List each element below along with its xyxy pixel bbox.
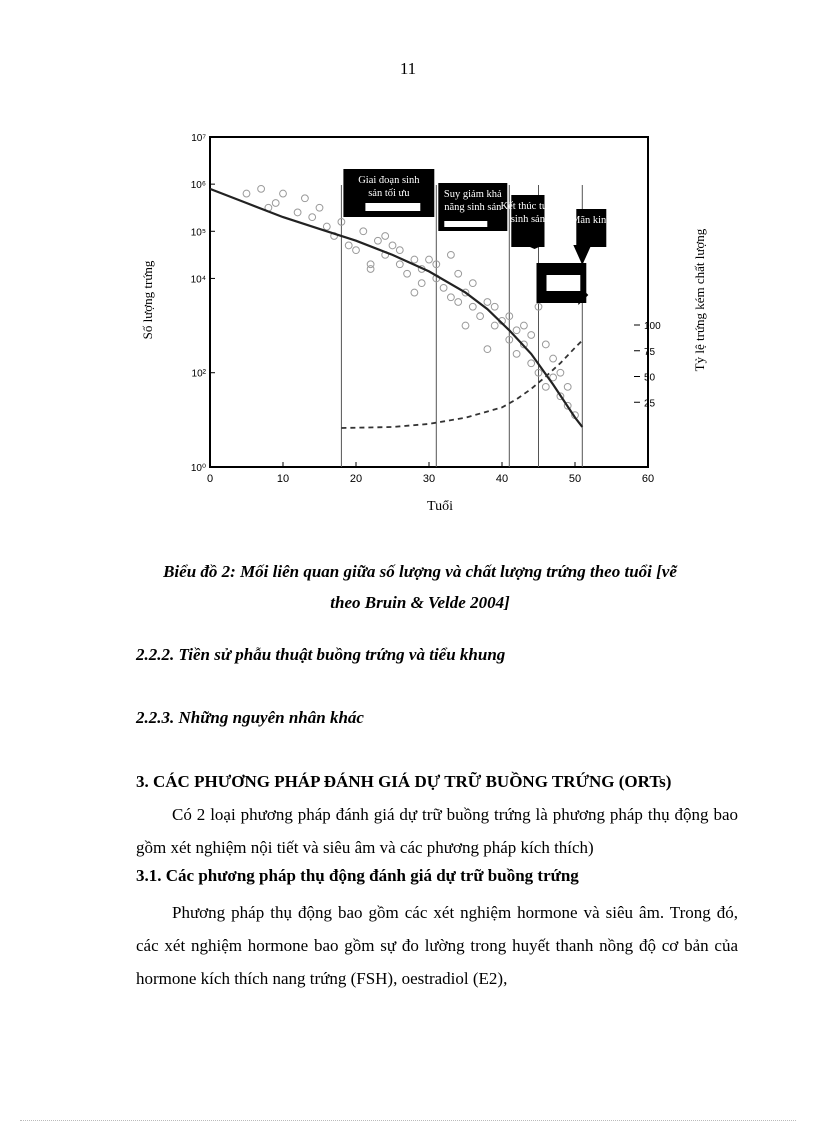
- egg-count-chart: [140, 125, 670, 495]
- stage-arrow-stem: [365, 203, 420, 211]
- caption-line-2: theo Bruin & Velde 2004]: [330, 593, 510, 612]
- stage-label: năng sinh sản: [444, 202, 502, 213]
- y2-tick-label: 75: [644, 346, 656, 358]
- x-tick-label: 30: [422, 473, 436, 485]
- y-tick-label: 10²: [191, 368, 206, 380]
- x-tick-label: 10: [276, 473, 290, 485]
- page-number: 11: [399, 59, 417, 78]
- stage-sub-notch: [547, 275, 581, 291]
- stage-label: sản tối ưu: [368, 188, 410, 199]
- heading-3-1: 3.1. Các phương pháp thụ động đánh giá dự trữ buồng trứng: [136, 866, 579, 885]
- y-axis-label-left: Số lượng trứng: [140, 260, 155, 340]
- y2-tick-label: 100: [644, 321, 661, 332]
- x-tick-label: 60: [641, 473, 655, 485]
- y-tick-label: 10⁶: [190, 180, 206, 192]
- x-tick-label: 50: [568, 473, 582, 485]
- y-tick-label: 10⁰: [190, 463, 206, 474]
- y-tick-label: 10⁵: [190, 227, 206, 239]
- caption-line-1: Biểu đồ 2: Mối liên quan giữa số lượng và chất lượng trứng theo tuổi [vẽ: [163, 562, 677, 581]
- x-tick-label: 0: [206, 473, 214, 485]
- stage-label: Suy giảm khả: [443, 189, 502, 200]
- x-tick-label: 40: [495, 473, 509, 485]
- heading-2-2-2: 2.2.2. Tiền sử phẫu thuật buồng trứng và tiểu khung: [136, 645, 506, 664]
- heading-2-2-3: 2.2.3. Những nguyên nhân khác: [136, 708, 364, 727]
- paragraph-1: Có 2 loại phương pháp đánh giá dự trữ buồng trứng là phương pháp thụ động bao gồm xét nghiệm nội tiết và siêu âm và các phương pháp kích thích): [136, 805, 738, 857]
- x-axis-label: Tuổi: [427, 499, 453, 514]
- y2-tick-label: 50: [644, 372, 656, 384]
- stage-label: Giai đoạn sinh: [358, 175, 420, 186]
- stage-label: sinh sản: [510, 214, 545, 225]
- y2-tick-label: 25: [644, 398, 656, 410]
- x-tick-label: 20: [349, 473, 363, 485]
- figure-caption: [120, 556, 720, 618]
- y-tick-label: 10⁴: [190, 274, 206, 286]
- heading-section-3: 3. CÁC PHƯƠNG PHÁP ĐÁNH GIÁ DỰ TRỮ BUỒNG TRỨNG (ORTs): [136, 772, 672, 791]
- stage-label: Kết thúc tuổi: [500, 201, 556, 212]
- page-bottom-rule: [20, 1120, 796, 1121]
- y-tick-label: 10⁷: [191, 133, 206, 144]
- stage-arrow-stem: [444, 221, 487, 227]
- paragraph-2: Phương pháp thụ động bao gồm các xét nghiệm hormone và siêu âm. Trong đó, các xét nghiệm hormone bao gồm sự đo lường trong huyết thanh nồng độ cơ bản của hormone kích thích nang trứng (FSH), oestradiol (E2),: [136, 903, 738, 988]
- stage-label: Mãn kinh: [571, 215, 612, 226]
- y-axis-label-right: Tỷ lệ trứng kém chất lượng: [692, 228, 707, 372]
